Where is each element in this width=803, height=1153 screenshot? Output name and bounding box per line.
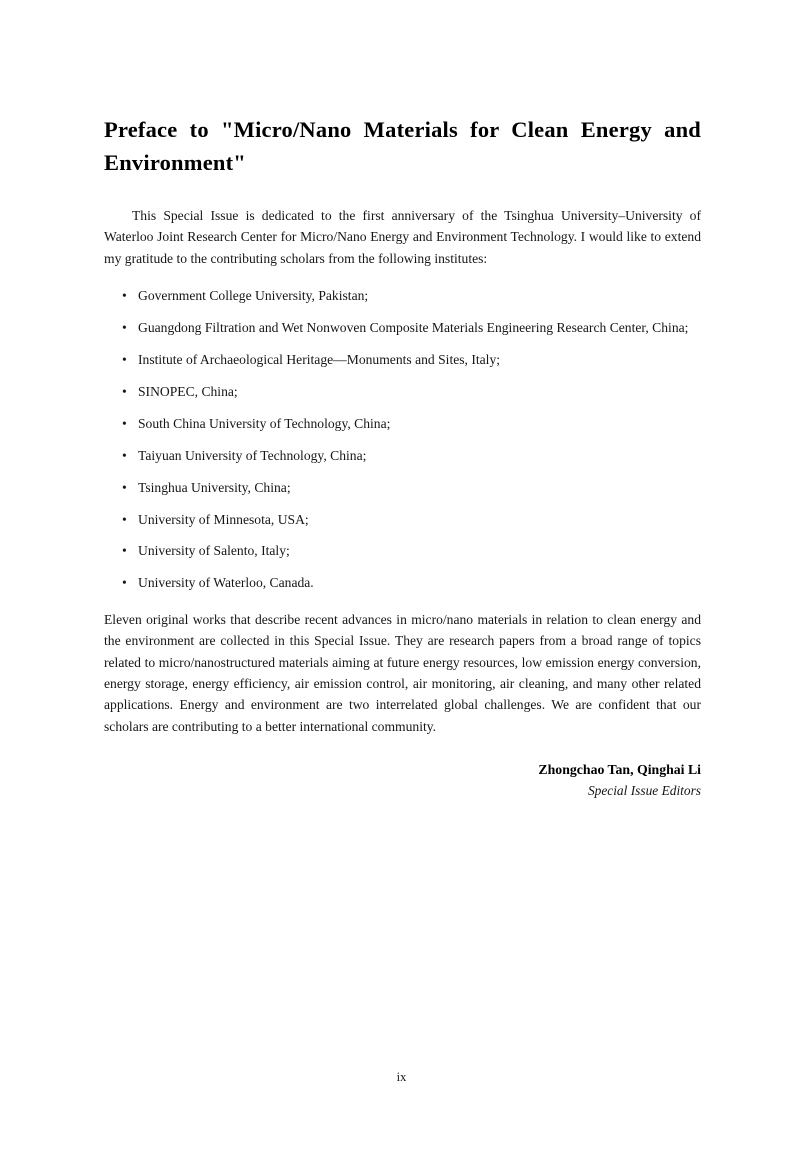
bullet-icon: • <box>122 479 127 495</box>
institute-name: Taiyuan University of Technology, China; <box>138 447 367 463</box>
editor-role: Special Issue Editors <box>587 783 701 799</box>
list-item <box>122 540 701 561</box>
page-content <box>104 0 701 801</box>
signature-block <box>104 759 701 801</box>
editor-names: Zhongchao Tan, Qinghai Li <box>538 762 701 778</box>
list-item <box>122 349 701 370</box>
list-item <box>122 572 701 593</box>
bullet-icon: • <box>122 383 127 399</box>
bullet-icon: • <box>122 543 127 559</box>
list-item <box>122 477 701 498</box>
institute-name: Guangdong Filtration and Wet Nonwoven Composite Materials Engineering Research Center, China; <box>138 320 689 336</box>
bullet-icon: • <box>122 352 127 368</box>
bullet-icon: • <box>122 320 127 336</box>
list-item <box>122 413 701 434</box>
page-title: Preface to "Micro/Nano Materials for Clean Energy and Environment" <box>104 117 701 175</box>
bullet-icon: • <box>122 288 127 304</box>
institute-name: SINOPEC, China; <box>138 383 238 399</box>
institute-name: University of Minnesota, USA; <box>138 511 309 527</box>
bullet-icon: • <box>122 447 127 463</box>
institute-name: Tsinghua University, China; <box>138 479 291 495</box>
closing-paragraph: Eleven original works that describe recent advances in micro/nano materials in relation to clean energy and the environment are collected in this Special Issue. They are research papers from a broad range of topics related to micro/nanostructured materials aiming at future energy resources, low emission energy conversion, energy storage, energy efficiency, air emission control, air monitoring, air cleaning, and many other related applications. Energy and environment are two interrelated global challenges. We are confident that our scholars are contributing to a better international community. <box>104 611 701 734</box>
bullet-icon: • <box>122 511 127 527</box>
list-item <box>122 285 701 306</box>
institute-name: Government College University, Pakistan; <box>138 288 369 304</box>
list-item <box>122 317 701 338</box>
institute-name: South China University of Technology, China; <box>138 415 391 431</box>
list-item <box>122 509 701 530</box>
list-item <box>122 381 701 402</box>
bullet-icon: • <box>122 575 127 591</box>
institute-name: Institute of Archaeological Heritage—Monuments and Sites, Italy; <box>138 352 501 368</box>
page-number: ix <box>396 1070 407 1084</box>
institute-list <box>122 285 701 594</box>
list-item <box>122 445 701 466</box>
intro-paragraph: This Special Issue is dedicated to the first anniversary of the Tsinghua University–University of Waterloo Joint Research Center for Micro/Nano Energy and Environment Technology. I would like to extend my gratitude to the contributing scholars from the following institutes: <box>104 208 701 266</box>
institute-name: University of Waterloo, Canada. <box>138 575 314 591</box>
institute-name: University of Salento, Italy; <box>138 543 290 559</box>
bullet-icon: • <box>122 415 127 431</box>
